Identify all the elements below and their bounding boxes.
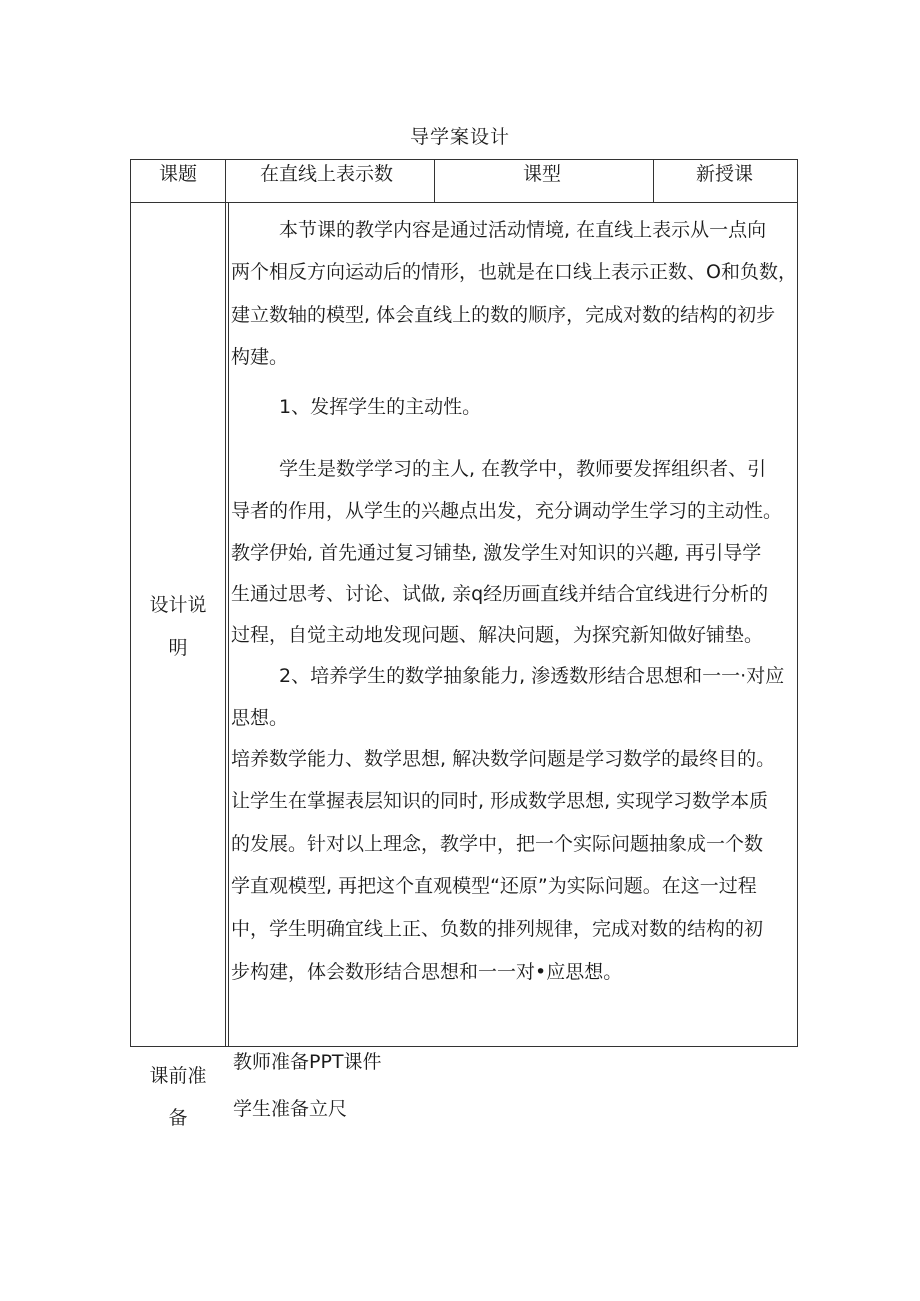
section-heading: 1、发挥学生的主动性。: [279, 396, 482, 418]
teacher-preparation: 教师准备PPT课件: [233, 1051, 382, 1073]
paragraph-line: 过程，自觉主动地发现问题、解决问题，为探究新知做好铺垫。: [231, 624, 764, 646]
design-notes-label-line1: 设计说: [149, 594, 207, 616]
content-inner-divider: [228, 202, 229, 1047]
table-top-border: [130, 159, 798, 160]
paragraph-line: 本节课的教学内容是通过活动情境, 在直线上表示从一点向: [279, 219, 767, 241]
document-title: 导学案设计: [409, 126, 510, 148]
topic-label: 课题: [158, 163, 197, 185]
student-preparation: 学生准备立尺: [233, 1098, 348, 1120]
paragraph-line: 教学伊始, 首先通过复习铺垫, 激发学生对知识的兴趣, 再引导学: [231, 542, 762, 564]
section-heading: 2、培养学生的数学抽象能力, 渗透数形结合思想和一一·对应: [279, 665, 785, 687]
lesson-type-value: 新授课: [696, 163, 754, 185]
paragraph-line: 让学生在掌握表层知识的同时, 形成数学思想, 实现学习数学本质: [231, 790, 769, 812]
preparation-label-line2: 备: [168, 1107, 188, 1129]
paragraph-line: 培养数学能力、数学思想, 解决数学问题是学习数学的最终目的。: [231, 748, 776, 770]
header-row-bottom-border: [130, 202, 798, 203]
paragraph-line: 中，学生明确宜线上正、负数的排列规律，完成对数的结构的初: [231, 918, 764, 940]
design-row-bottom-border: [130, 1046, 798, 1047]
paragraph-line: 学直观模型, 再把这个直观模型“还原”为实际问题。在这一过程: [231, 875, 757, 897]
paragraph-line: 两个相反方向运动后的情形，也就是在口线上表示正数、O和负数，: [231, 261, 797, 283]
paragraph-line: 导者的作用，从学生的兴趣点出发，充分调动学生学习的主动性。: [231, 500, 783, 522]
topic-value: 在直线上表示数: [260, 163, 394, 185]
type-value-divider: [653, 159, 654, 203]
paragraph-line: 的发展。针对以上理念，教学中，把一个实际问题抽象成一个数: [231, 833, 764, 855]
topic-value-divider: [434, 159, 435, 203]
paragraph-line: 思想。: [231, 707, 289, 729]
design-notes-label-line2: 明: [168, 637, 188, 659]
preparation-label-line1: 课前准: [149, 1065, 207, 1087]
paragraph-line: 生通过思考、讨论、试做, 亲q经历画直线并结合宜线进行分析的: [231, 583, 769, 605]
paragraph-line: 步构建，体会数形结合思想和一一对•应思想。: [231, 961, 623, 983]
paragraph-line: 建立数轴的模型, 体会直线上的数的顺序，完成对数的结构的初步: [231, 304, 776, 326]
table-right-border: [797, 159, 798, 1047]
paragraph-line: 学生是数学学习的主人, 在教学中，教师要发挥组织者、引: [279, 458, 767, 480]
lesson-type-label: 课型: [523, 163, 562, 185]
label-column-divider: [225, 159, 226, 1047]
paragraph-line: 构建。: [231, 346, 289, 368]
